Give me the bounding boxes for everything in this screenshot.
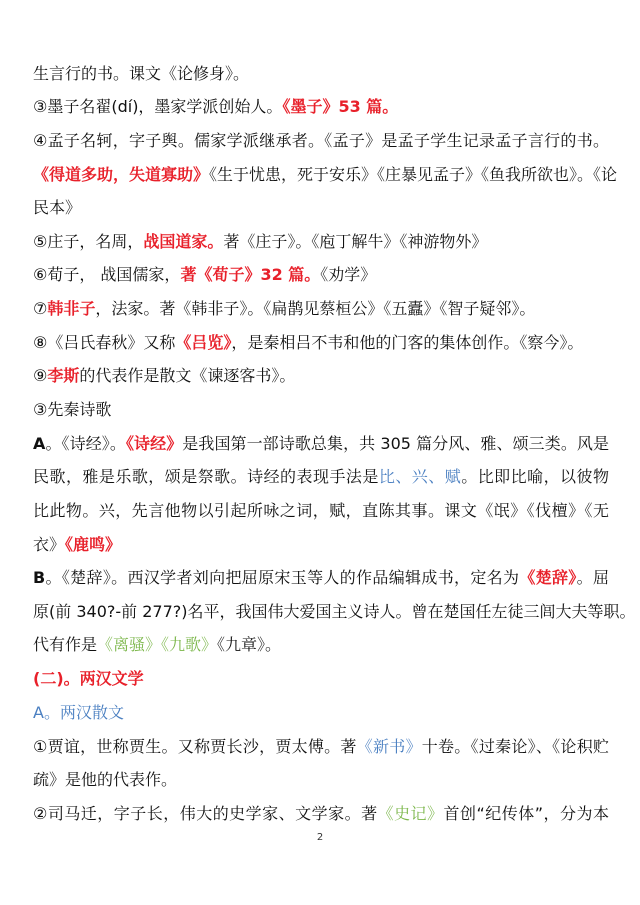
text-span: 著《庄子》。《庖丁解牛》《神游物外》 — [223, 232, 488, 251]
text-span: ③先秦诗歌 — [33, 400, 112, 419]
text-span: ②司马迁，字子长，伟大的史学家、文学家。著 — [33, 804, 378, 823]
text-span: 生言行的书。课文《论修身》。 — [33, 64, 250, 83]
text-line-12 — [33, 434, 609, 454]
highlight-red: 战国道家。 — [143, 232, 224, 251]
text-span: ⑧《吕氏春秋》又称 — [33, 333, 176, 352]
text-span: 民本》 — [33, 198, 82, 217]
text-span: 比此物。兴，先言他物以引起所咏之词，赋，直陈其事。课文《氓》《伐檀》《无 — [33, 501, 609, 520]
highlight-green: 《离骚》《九歌》 — [97, 635, 218, 654]
text-span: ⑥荀子， 战国儒家， — [33, 265, 181, 284]
text-line-10 — [33, 366, 609, 386]
highlight-green: 《史记》 — [377, 804, 444, 823]
text-span: 原(前 340?-前 277?)名平，我国伟大爱国主义诗人。曾在楚国任左徒三闾大夫等职。 — [33, 602, 636, 621]
text-line-1 — [33, 64, 609, 84]
highlight-red: 《楚辞》 — [519, 568, 577, 587]
text-span: 疏》是他的代表作。 — [33, 770, 178, 789]
highlight-red: 《得道多助，失道寡助》 — [33, 165, 210, 184]
text-line-8 — [33, 299, 609, 319]
list-marker: B — [33, 568, 46, 587]
text-span: ⑨ — [33, 366, 48, 385]
text-span: ，是秦相吕不韦和他的门客的集体创作。《察今》。 — [231, 333, 584, 352]
list-marker: A — [33, 434, 46, 453]
text-span: ，法家。著《韩非子》。《扁鹊见蔡桓公》《五蠹》《智子疑邻》。 — [95, 299, 536, 318]
text-span: ⑦ — [33, 299, 48, 318]
text-span: 民歌，雅是乐歌，颂是祭歌。诗经的表现手法是 — [33, 467, 379, 486]
text-span: 衣》 — [33, 535, 66, 554]
text-span: 《劝学》 — [320, 265, 377, 284]
section-heading-pre-qin-poetry — [33, 400, 609, 420]
text-span: 《生于忧患，死于安乐》《庄暴见孟子》《鱼我所欲也》。《论 — [209, 165, 618, 184]
text-line-5 — [33, 198, 609, 218]
text-line-22 — [33, 770, 609, 790]
text-span: (二)。两汉文学 — [33, 669, 144, 688]
section-heading-han-literature — [33, 669, 609, 689]
highlight-red: 《鹿鸣》 — [65, 535, 122, 554]
text-line-2 — [33, 97, 609, 117]
text-span: 代有作是 — [33, 635, 98, 654]
text-span: ①贾谊，世称贾生。又称贾长沙，贾太傅。著 — [33, 737, 357, 756]
text-span: ⑤庄子，名周， — [33, 232, 144, 251]
text-line-14 — [33, 501, 609, 521]
text-line-6 — [33, 232, 609, 252]
text-line-16 — [33, 568, 609, 588]
text-line-3 — [33, 131, 609, 151]
text-span: A。两汉散文 — [33, 703, 124, 722]
highlight-red: 李斯 — [47, 366, 80, 385]
text-line-21 — [33, 737, 609, 757]
text-span: ④孟子名轲，字子舆。儒家学派继承者。《孟子》是孟子学生记录孟子言行的书。 — [33, 131, 609, 150]
text-span: 。《楚辞》。西汉学者刘向把屈原宋玉等人的作品编辑成书，定名为 — [45, 568, 520, 587]
highlight-red: 《吕览》 — [175, 333, 232, 352]
text-span: 是我国第一部诗歌总集，共 305 篇分风、雅、颂三类。风是 — [182, 434, 609, 453]
text-line-23 — [33, 804, 609, 824]
text-line-15 — [33, 535, 609, 555]
text-line-18 — [33, 635, 609, 655]
highlight-red: 著《荀子》32 篇。 — [180, 265, 321, 284]
text-span: 十卷。《过秦论》、《论积贮 — [421, 737, 609, 756]
text-line-13 — [33, 467, 609, 487]
page-number: 2 — [316, 832, 324, 843]
highlight-red: 韩非子 — [47, 299, 96, 318]
text-line-17 — [33, 602, 636, 622]
text-span: 。比即比喻，以彼物 — [461, 467, 609, 486]
text-span: 的代表作是散文《谏逐客书》。 — [79, 366, 296, 385]
text-line-9 — [33, 333, 609, 353]
text-span: 《九章》。 — [217, 635, 282, 654]
highlight-blue: 《新书》 — [356, 737, 422, 756]
text-span: 。屈 — [576, 568, 609, 587]
section-heading-han-prose — [33, 703, 609, 723]
text-span: ③墨子名翟(dí)，墨家学派创始人。 — [33, 97, 283, 116]
highlight-red: 《诗经》 — [125, 434, 183, 453]
text-line-4 — [33, 165, 618, 185]
highlight-red: 《墨子》53 篇。 — [282, 97, 399, 116]
text-line-7 — [33, 265, 609, 285]
text-span: 首创“纪传体”，分为本 — [443, 804, 609, 823]
highlight-blue: 比、兴、赋 — [378, 467, 462, 486]
text-span: 。《诗经》。 — [45, 434, 126, 453]
